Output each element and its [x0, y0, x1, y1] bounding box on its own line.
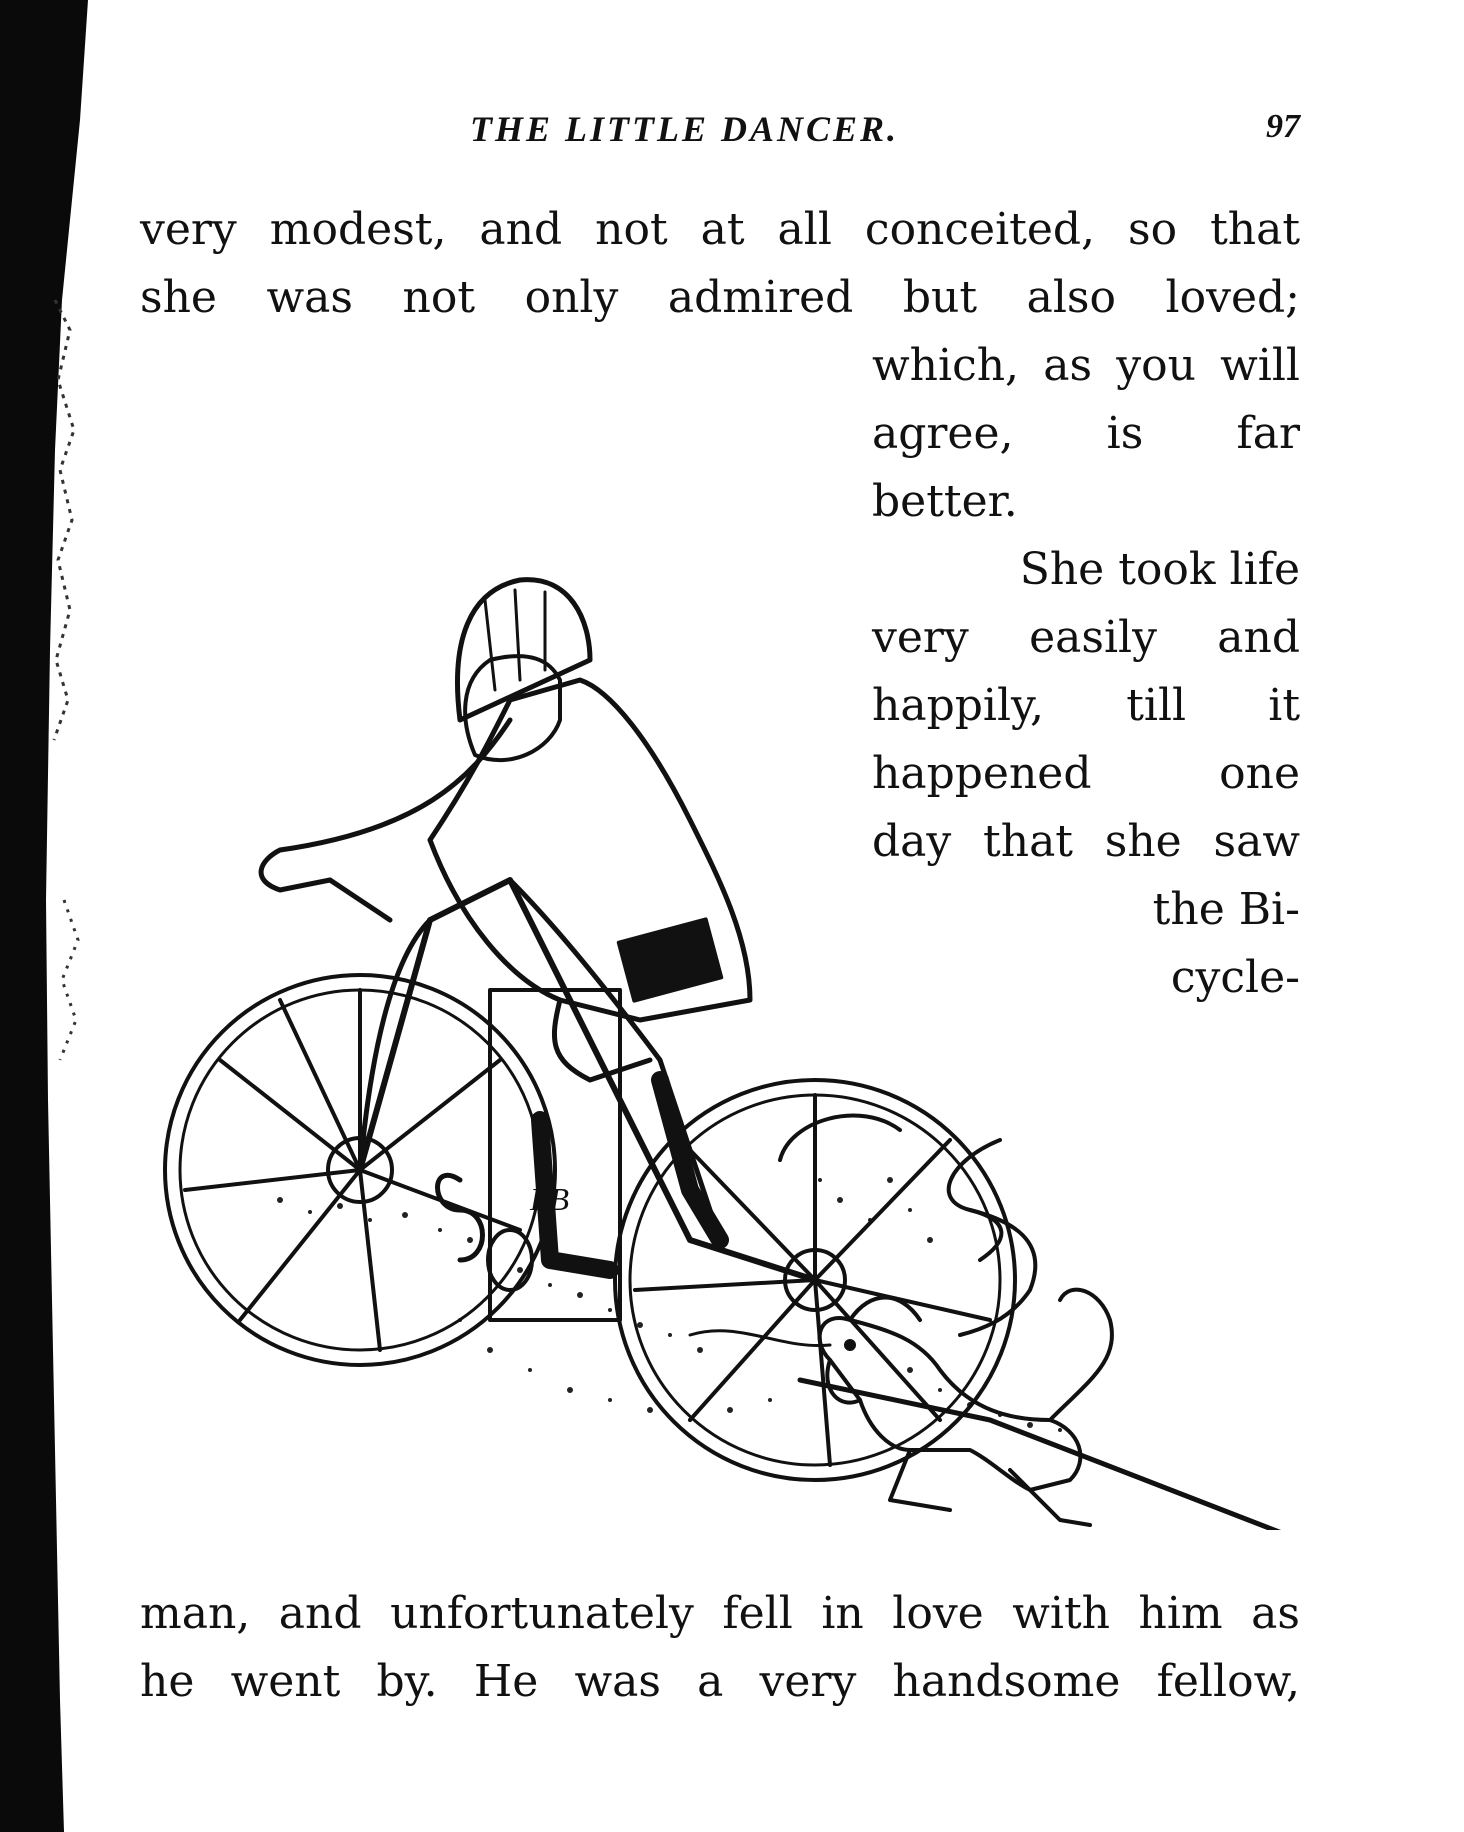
dog-figure — [820, 1290, 1112, 1525]
side-line: very easily and — [872, 612, 1300, 663]
side-line: cycle- — [1170, 952, 1300, 1003]
gutter-shadow — [0, 0, 95, 1832]
artist-monogram: FB — [530, 1181, 570, 1217]
page-number: 97 — [1266, 108, 1300, 145]
rider-bag — [619, 919, 721, 1000]
rear-wheel-spokes — [185, 990, 520, 1350]
side-line: the Bi- — [1152, 884, 1300, 935]
side-line: happened one — [872, 748, 1300, 799]
body-line: very modest, and not at all conceited, so that — [140, 204, 1300, 255]
rider-helmet — [458, 580, 591, 720]
body-line: he went by. He was a very handsome fellow, — [140, 1656, 1300, 1707]
bicycle-man-illustration — [130, 360, 1310, 1530]
side-line: day that she saw — [872, 816, 1300, 867]
running-head — [140, 108, 1300, 158]
body-line: man, and unfortunately fell in love with him as — [140, 1588, 1300, 1639]
running-title: THE LITTLE DANCER. — [470, 109, 900, 149]
side-line: better. — [872, 476, 1018, 527]
rider-head — [465, 656, 560, 760]
side-line: happily, till it — [872, 680, 1300, 731]
side-line: She took life — [1019, 544, 1300, 595]
body-line: she was not only admired but also loved; — [140, 272, 1300, 323]
side-line: agree, is far — [872, 408, 1300, 459]
side-line: which, as you will — [872, 340, 1300, 391]
